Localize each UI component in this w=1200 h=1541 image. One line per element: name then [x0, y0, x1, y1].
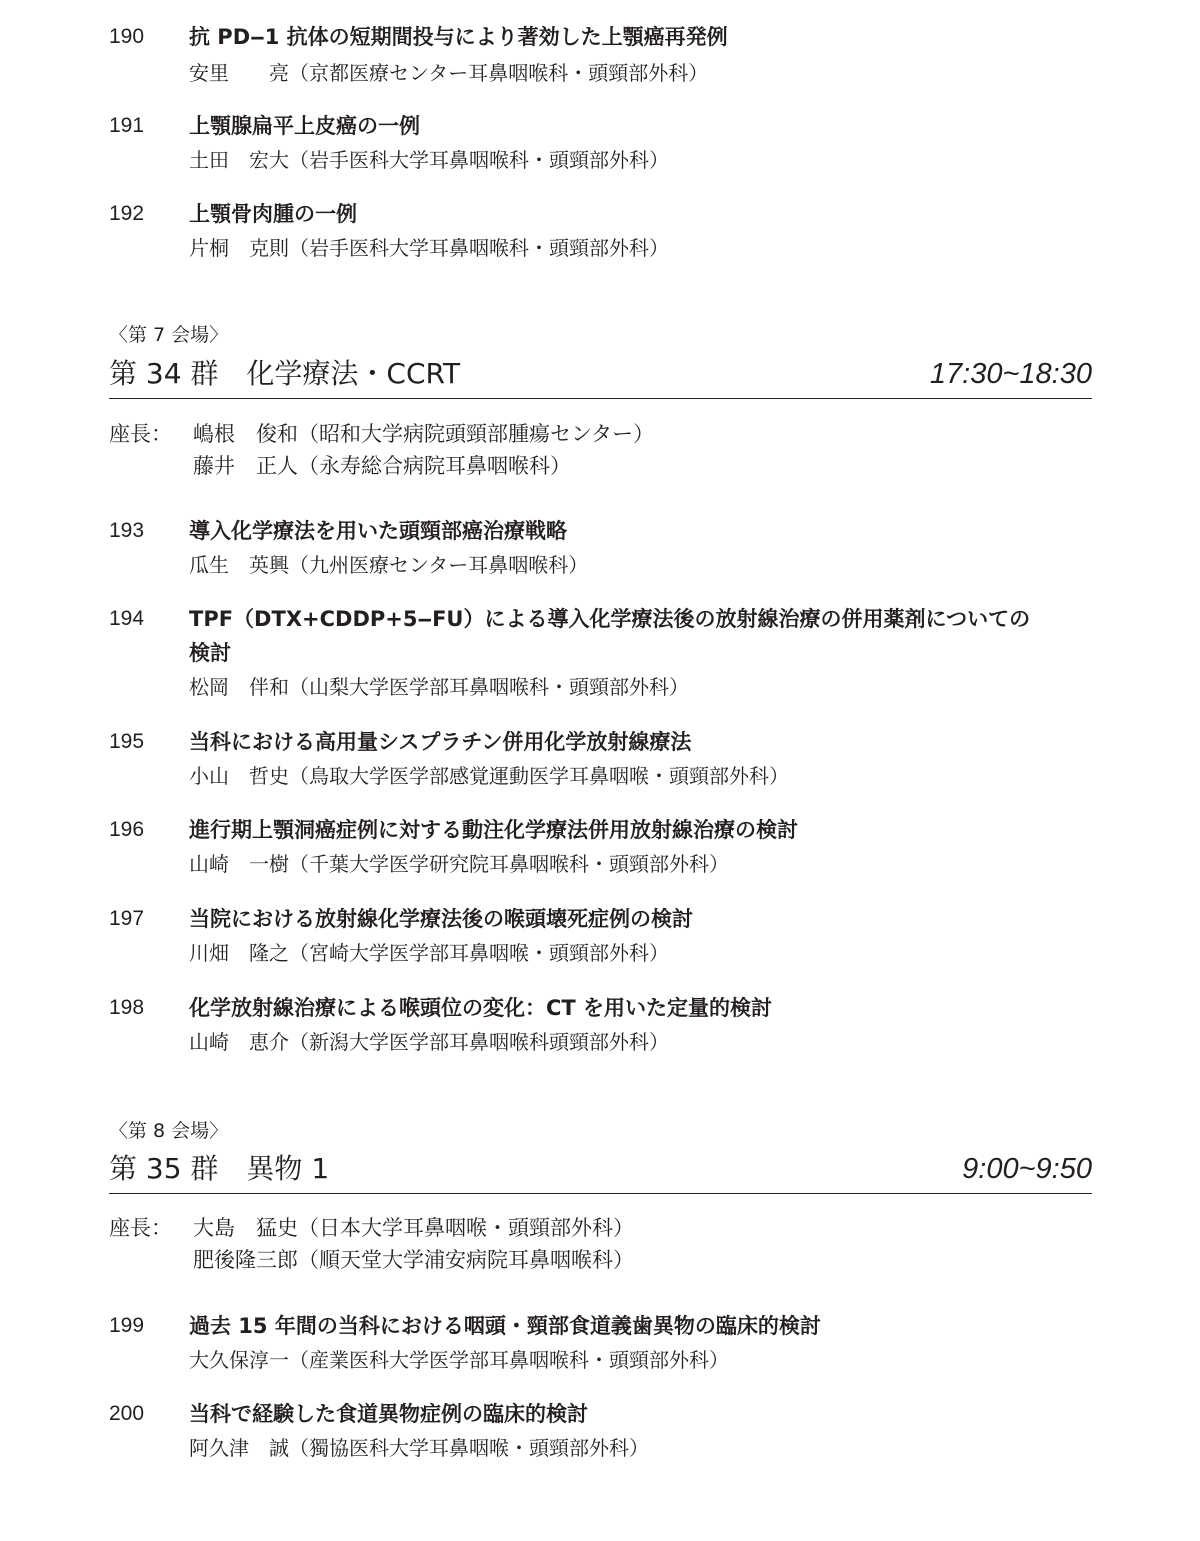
- group-title: 第 34 群 化学療法・CCRT: [109, 357, 461, 390]
- venue-label: 〈第 8 会場〉: [109, 1120, 229, 1142]
- presentation-title: TPF（DTX+CDDP+5‒FU）による導入化学療法後の放射線治療の併用薬剤についての: [189, 607, 1031, 631]
- presentation-title: 上顎骨肉腫の一例: [189, 202, 357, 226]
- presentation-number: 191: [109, 114, 145, 137]
- presentation-number: 197: [109, 907, 145, 930]
- presentation-number: 194: [109, 607, 145, 630]
- presentation-author: 川畑 隆之（宮崎大学医学部耳鼻咽喉・頭頸部外科）: [189, 941, 669, 965]
- presentation-number: 199: [109, 1314, 145, 1337]
- presentation-title: 抗 PD‒1 抗体の短期間投与により著効した上顎癌再発例: [189, 25, 728, 49]
- group-header: [109, 1145, 1092, 1194]
- presentation-title: 進行期上顎洞癌症例に対する動注化学療法併用放射線治療の検討: [189, 818, 798, 842]
- presentation-number: 192: [109, 202, 145, 225]
- venue-label: 〈第 7 会場〉: [109, 324, 229, 346]
- presentation-author: 小山 哲史（鳥取大学医学部感覚運動医学耳鼻咽喉・頭頸部外科）: [189, 764, 789, 788]
- presentation-title: 上顎腺扁平上皮癌の一例: [189, 114, 420, 138]
- chair-label: 座長：: [109, 422, 172, 446]
- presentation-number: 193: [109, 519, 145, 542]
- session-time: 17:30~18:30: [929, 358, 1092, 390]
- presentation-author: 山崎 恵介（新潟大学医学部耳鼻咽喉科頭頸部外科）: [189, 1030, 669, 1054]
- presentation-title: 当科における高用量シスプラチン併用化学放射線療法: [189, 730, 692, 754]
- presentation-number: 195: [109, 730, 145, 753]
- chair-label: 座長：: [109, 1216, 172, 1240]
- presentation-author: 大久保淳一（産業医科大学医学部耳鼻咽喉科・頭頸部外科）: [189, 1348, 729, 1372]
- presentation-author: 阿久津 誠（獨協医科大学耳鼻咽喉・頭頸部外科）: [189, 1436, 649, 1460]
- session-time: 9:00~9:50: [962, 1153, 1092, 1185]
- presentation-number: 196: [109, 818, 145, 841]
- presentation-number: 190: [109, 25, 145, 48]
- presentation-author: 松岡 伴和（山梨大学医学部耳鼻咽喉科・頭頸部外科）: [189, 675, 689, 699]
- presentation-author: 片桐 克則（岩手医科大学耳鼻咽喉科・頭頸部外科）: [189, 236, 669, 260]
- presentation-title-continued: 検討: [189, 641, 231, 665]
- presentation-number: 198: [109, 996, 145, 1019]
- presentation-title: 化学放射線治療による喉頭位の変化：CT を用いた定量的検討: [189, 996, 773, 1020]
- presentation-number: 200: [109, 1402, 145, 1425]
- presentation-title: 当院における放射線化学療法後の喉頭壊死症例の検討: [189, 907, 693, 931]
- presentation-title: 導入化学療法を用いた頭頸部癌治療戦略: [189, 519, 567, 543]
- presentation-author: 土田 宏大（岩手医科大学耳鼻咽喉科・頭頸部外科）: [189, 148, 669, 172]
- chairperson: 肥後隆三郎（順天堂大学浦安病院耳鼻咽喉科）: [193, 1248, 634, 1272]
- presentation-title: 過去 15 年間の当科における咽頭・頸部食道義歯異物の臨床的検討: [189, 1314, 821, 1338]
- presentation-author: 瓜生 英興（九州医療センター耳鼻咽喉科）: [189, 553, 589, 577]
- chairperson: 嶋根 俊和（昭和大学病院頭頸部腫瘍センター）: [193, 422, 655, 446]
- chairperson: 大島 猛史（日本大学耳鼻咽喉・頭頸部外科）: [193, 1216, 634, 1240]
- presentation-title: 当科で経験した食道異物症例の臨床的検討: [189, 1402, 588, 1426]
- chairperson: 藤井 正人（永寿総合病院耳鼻咽喉科）: [193, 454, 571, 478]
- presentation-author: 安里 亮（京都医療センター耳鼻咽喉科・頭頸部外科）: [189, 61, 709, 85]
- group-header: [109, 350, 1092, 399]
- presentation-author: 山崎 一樹（千葉大学医学研究院耳鼻咽喉科・頭頸部外科）: [189, 852, 729, 876]
- group-title: 第 35 群 異物 1: [109, 1152, 330, 1185]
